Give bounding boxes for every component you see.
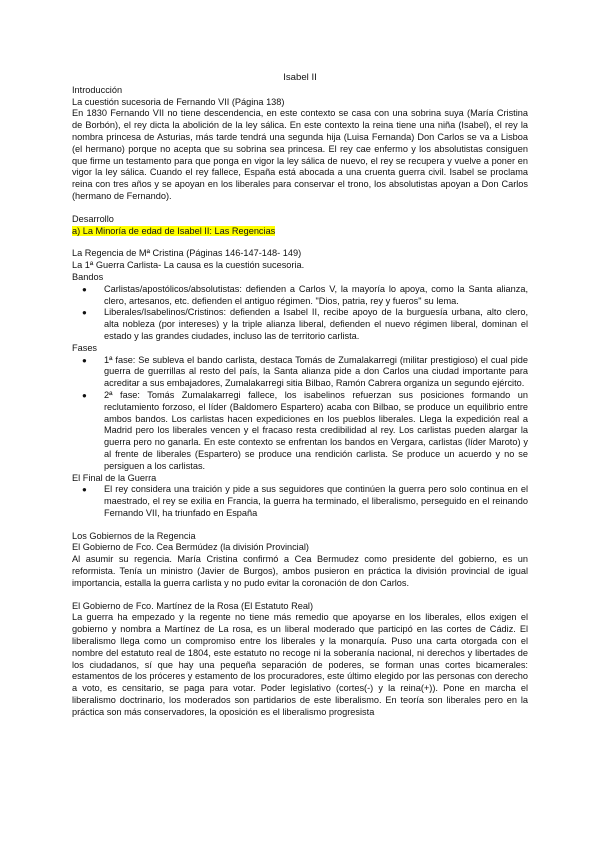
desarrollo-heading: Desarrollo — [72, 213, 114, 224]
cea-heading: El Gobierno de Fco. Cea Bermúdez (la división Provincial) — [72, 542, 309, 553]
bullet-icon: ● — [82, 485, 87, 495]
spacer — [72, 520, 528, 531]
guerra-carlista-heading: La 1ª Guerra Carlista- La causa es la cuestión sucesoria. — [72, 260, 305, 271]
spacer — [72, 590, 528, 601]
fases-list — [72, 355, 528, 473]
bandos-list — [72, 284, 528, 343]
intro-subheading: La cuestión sucesoria de Fernando VII (Página 138) — [72, 96, 285, 107]
final-list — [72, 484, 528, 519]
highlighted-section-title: a) La Minoría de edad de Isabel II: Las Regencias — [72, 225, 276, 236]
spacer — [72, 237, 528, 248]
document-title: Isabel II — [283, 72, 317, 83]
final-guerra-label: El Final de la Guerra — [72, 472, 157, 483]
regencia-heading: La Regencia de Mª Cristina (Páginas 146-147-148- 149) — [72, 248, 302, 259]
list-item: ● 1ª fase: Se subleva el bando carlista, destaca Tomás de Zumalakarregi (militar prestigioso) el cual pide guerra de guerrillas al resto del país, la Santa alianza pide a don Carlos una ciudad importante para acreditar a sus embajadores, Zumalakarregi sitia Bilbao, Ramón Cabrera organiza un segundo ejército. — [82, 354, 528, 389]
bullet-icon: ● — [82, 308, 87, 318]
list-item: ● Carlistas/apostólicos/absolutistas: defienden a Carlos V, la mayoría lo apoya, como la Santa alianza, clero, artesanos, etc. defienden el antiguo régimen. "Dios, patria, rey y fueros" su lema. — [82, 283, 528, 306]
list-item: ● 2ª fase: Tomás Zumalakarregi fallece, los isabelinos refuerzan sus posiciones formando un reclutamiento forzoso, el líder (Baldomero Espartero) acaba con Bilbao, se produce un equilibrio entre ambos bandos. Los carlistas hacen expediciones en los pueblos liberales. Llega la expedición real a Madrid pero los liberales vencen y el fracaso resta credibilidad al rey. Los carlistas pueden alargar la guerra pero no ganarla. En este contexto se enfrentan los bandos en Vergara, carlistas (líder Maroto) y al frente de liberales (Espartero) se produce una rendición carlista. Se produce un acuerdo y no se persiguen a los carlistas. — [82, 389, 528, 471]
list-item: ● Liberales/Isabelinos/Cristinos: defienden a Isabel II, recibe apoyo de la burguesía urbana, alto clero, alta nobleza (por intereses) y la triple alianza liberal, defienden el nuevo régimen liberal, dominan el estado y las grandes ciudades, incluso las de territorio carlista. — [82, 307, 528, 341]
bullet-icon: ● — [82, 355, 87, 365]
gobiernos-heading: Los Gobiernos de la Regencia — [72, 530, 196, 541]
intro-heading: Introducción — [72, 84, 123, 95]
spacer — [72, 203, 528, 214]
fases-label: Fases — [72, 342, 98, 353]
martinez-heading: El Gobierno de Fco. Martínez de la Rosa (El Estatuto Real) — [72, 600, 314, 611]
bullet-icon: ● — [82, 390, 87, 400]
list-item: ● El rey considera una traición y pide a sus seguidores que continúen la guerra pero solo continua en el maestrado, el rey se exilia en Francia, la guerra ha terminado, el liberalismo, perseguido en el reinando Fernando VII, ha triunfado en España — [82, 484, 528, 518]
bullet-icon: ● — [82, 284, 87, 294]
cea-paragraph: Al asumir su regencia. María Cristina confirmó a Cea Bermudez como presidente del gobierno, es un reformista. Tenía un ministro (Javier de Burgos), ambos pusieron en práctica la división provincial de igual importancia, estalla la guerra carlista y no pudo evitar la coronación de don Carlos. — [72, 554, 528, 588]
bandos-label: Bandos — [72, 271, 104, 282]
martinez-paragraph: La guerra ha empezado y la regente no tiene más remedio que apoyarse en los liberales, ellos exigen el gobierno y nombra a Martínez de La rosa, es un liberal moderado que participó en las cortes de Cádiz. El liberalismo llega como un compromiso entre los liberales y la monarquía. Puso una carta otorgada con el nombre del estatuto real de 1804, este estatuto no recoge ni la soberanía nacional, ni derechos y libertades de los ciudadanos, sí que hay una pequeña separación de poderes, se forman unas cortes bicamerales: estamentos de los próceres y estamento de los procuradores, este último elegido por las personas con derecho a voto, es censitario, se paga para votar. Poder legislativo (cortes(-) y la reina(+)). Pone en marcha el liberalismo doctrinario, los moderados son partidarios de este liberalismo. En teoría son liberales pero en la práctica son más conservadores, la oposición es el liberalismo progresista — [72, 612, 528, 717]
intro-paragraph: En 1830 Fernando VII no tiene descendencia, en este contexto se casa con una sobrina suya (María Cristina de Borbón), el rey dicta la abolición de la ley sálica. En este contexto la reina tiene una niña (Isabel), el rey la nombra princesa de Asturias, más tarde tendrá una segunda hija (Luisa Fernanda) Don Carlos se va a Lisboa (el hermano) porque no acepta que su sobrina sea princesa. El rey cae enfermo y los absolutistas consiguen que firme un testamento para que ponga en vigor la ley sálica de nuevo, el rey se recupera y vuelve a poner en vigor la ley sálica. Cuando el rey fallece, España está abocada a una cruenta guerra civil. Isabel se proclama reina con tres años y se apoyan en los liberales para conservar el trono, los absolutistas apoyan a Don Carlos (hermano de Fernando). — [72, 108, 528, 201]
